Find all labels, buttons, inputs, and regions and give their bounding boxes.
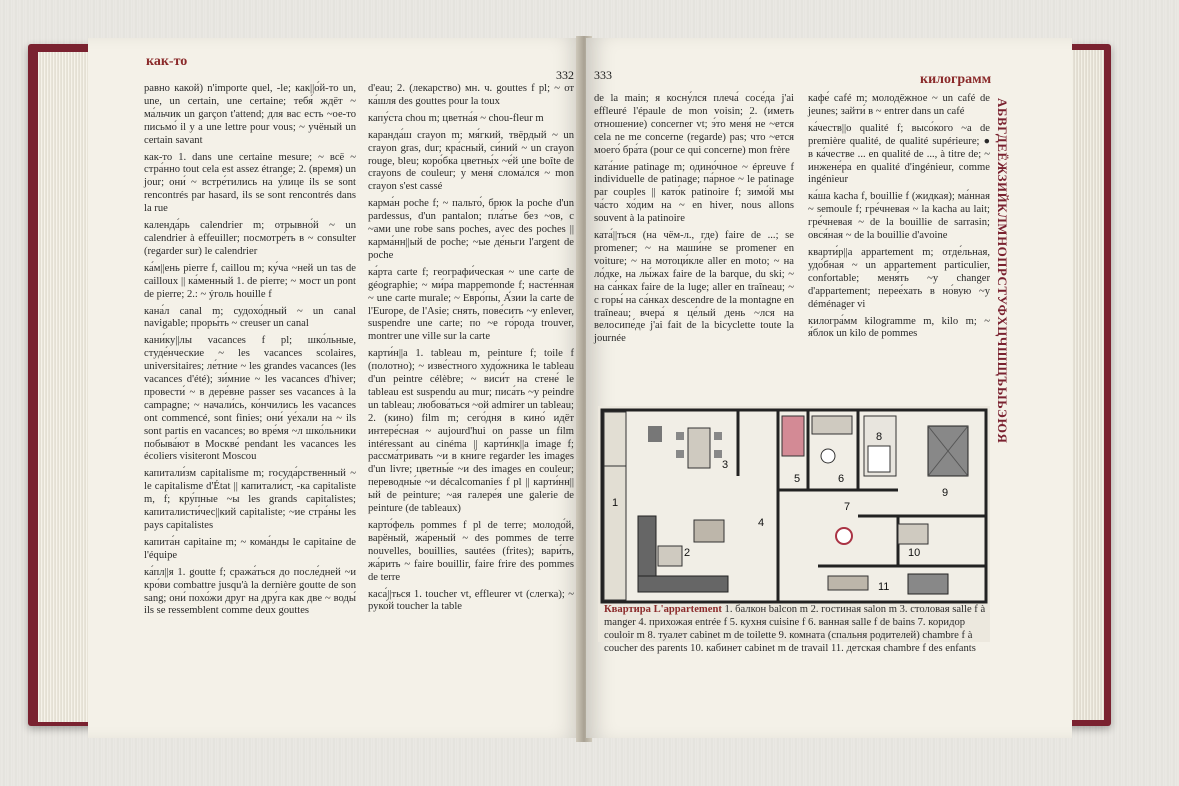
- entry: как-то 1. dans une certaine mesure; ~ всё ~ стра́нно tout cela est assez étrange; 2. (время) un jour; они́ ~ встре́тились на у́лице ils se sont rencontrés par hasard, ils se sont rencontrés dans la rue: [144, 151, 356, 215]
- entry: каранда́ш crayon m; мя́гкий, твёрдый ~ un crayon gras, dur; кра́сный, си́ний ~ un crayon rouge, bleu; коро́бка цветны́х ~е́й une boîte de crayons de couleur; у меня́ слома́лся ~ mon crayon s'est cassé: [368, 129, 574, 193]
- entry: карто́фель pommes f pl de terre; молодо́й, варёный, жа́реный ~ des pommes de terre nouvelles, bouillies, sautées (frites); вари́ть, жа́рить ~ faire bouillir, faire frire des pommes de terre: [368, 520, 574, 583]
- entry: равно какой) n'importe quel, -le; как||о́й-то un, une, un certain, une certaine; тебя́ ждёт ~ ма́льчик un garçon t'attend; для вас есть ~ое-то письмо́ il y a une lettre pour vous; ~ учёный un certain savant: [144, 83, 356, 146]
- running-header-right: килограмм: [920, 72, 992, 87]
- entry: килогра́мм kilogramme m, kilo m; ~ я́блок un kilo de pommes: [808, 315, 990, 340]
- entry: кана́л canal m; судохо́дный ~ un canal navigable; проры́ть ~ creuser un canal: [144, 305, 356, 330]
- page-number-right: 333: [594, 68, 612, 82]
- entry: кварти́р||а appartement m; отде́льная, удо́бная ~ un appartement particulier, confortable; меня́ть ~у changer d'appartement; перее́хать в но́вую ~у déménager vi: [808, 246, 990, 310]
- entry: ка́м||ень pierre f, caillou m; ку́ча ~ней un tas de cailloux || ка́менный 1. de pierre; ~ мост un pont de pierre; 2.: ~ ýголь houille f: [144, 262, 356, 300]
- entry: капита́н capitaine m; ~ кома́нды le capitaine de l'équipe: [144, 536, 356, 561]
- entry: кани́ку||лы vacances f pl; шко́льные, студе́нческие ~ les vacances scolaires, universitaires; ле́тние ~ les grandes vacances (les vacances d'été); зи́мние ~ les vacances d'hiver; провести́ ~ в дере́вне passer ses vacances à la campagne; ~ начали́сь, ко́нчились les vacances ont commencé, sont finies; они́ уе́хали на ~ ils sont partis en vacances; во вре́мя ~л шко́льники побыва́ют в Москве́ pendant les vacances les écoliers visiteront Moscou: [144, 335, 356, 463]
- entry: d'eau; 2. (лекарство) мн. ч. gouttes f pl; ~ от ка́шля des gouttes pour la toux: [368, 83, 574, 107]
- caption-title: Квартира L'appartement: [604, 604, 722, 615]
- room-number-1: 1: [612, 497, 619, 509]
- entry: карти́н||а 1. tableau m, peinture f; toile f (полотно); ~ изве́стного худо́жника le tableau d'un peintre célèbre; ~ виси́т на стене́ le tableau est suspendu au mur; писа́ть ~у peindre un tableau; любова́ться ~ой admirer un tableau; 2. (кино) film m; сего́дня в кино́ идёт интере́сная ~ aujourd'hui on passe un film intéressant au cinéma || карти́нк||а image f; рассма́тривать ~и в кни́ге regarder les images d'un livre; цветны́е ~и des images en couleur; переводны́е ~и décalcomanies f pl || карти́нн||ый de peinture; ~ая галере́я une galerie de peinture (de tableaux): [368, 348, 574, 515]
- entry: ка́ша kacha f, bouillie f (жидкая); ма́нная ~ semoule f; гре́чневая ~ la kacha au lait; гре́чневая ~ de la bouillie de sarrasin; овся́ная ~ de la bouillie d'avoine: [808, 191, 990, 242]
- room-number-6: 6: [838, 473, 845, 485]
- entry: каса́||ться 1. toucher vt, effleurer vt (слегка); ~ руко́й toucher la table: [368, 588, 574, 613]
- entry: ката́ние patinage m; одино́чное ~ épreuve f individuelle de patinage; па́рное ~ le patinage par couples || като́к patinoire f; зимо́й мы ча́сто хо́дим на ~ en hiver, nous allons souvent à la patinoire: [594, 161, 794, 225]
- room-number-9: 9: [942, 487, 949, 499]
- caption-text: 1. балкон balcon m 2. гостиная salon m 3. столовая salle f à manger 4. прихожая entrée f 5. кухня cuisine f 6. ванная salle f de bains 7. коридор couloir m 8. туалет cabinet m de toilette 9. комната (спальня родителей) chambre f à coucher des parents 10. кабинет cabinet m de travail 11. детская chambre f des enfants: [604, 604, 986, 654]
- floor-plan-caption: [604, 604, 990, 656]
- entry: de la main; я косну́лся плеча́ сосе́да j'ai effleuré l'épaule de mon voisin; 2. (иметь отношение) concerner vt; э́то меня́ не ~ется cela ne me concerne (regarde) pas; что ~ется моего́ бра́та (pour ce qui concerne) mon frère: [594, 93, 794, 156]
- column-1: [144, 83, 356, 622]
- entry: кафе́ café m; молодёжное ~ un café de jeunes; зайти́ в ~ entrer dans un café: [808, 93, 990, 117]
- column-3: [594, 93, 794, 350]
- room-number-5: 5: [794, 473, 801, 485]
- right-page: [586, 38, 1072, 738]
- entry: капитали́зм capitalisme m; госуда́рственный ~ le capitalisme d'État || капитали́ст, -ка capitaliste m, f; кру́пные ~ы les grands capitalistes; капиталисти́чес||кий capitaliste; ~ие стра́ны les pays capitalistes: [144, 468, 356, 531]
- room-number-11: 11: [878, 581, 890, 593]
- entry: ката́||ться (на чём-л., где) faire de ...; se promener; ~ на маши́не se promener en voiture; ~ на мотоци́кле aller en moto; ~ на ло́дке, на лы́жах faire de la barque, du ski; ~ на са́нках faire de la luge; aller en traîneau; ~ с горы́ на са́нках descendre de la montagne en traîneau; вчера́ я це́лый день ~лся на велосипе́де j'ai fait de la bicyclette toute la journée: [594, 230, 795, 345]
- entry: ка́рта carte f; географи́ческая ~ une carte de géographie; ~ ми́ра mappemonde f; насте́нная ~ une carte murale; ~ Евро́пы, А́зии la carte de l'Europe, de l'Asie; снять, пове́сить ~у enlever, suspendre une carte; по ~е го́рода trouver, montrer une ville sur la carte: [368, 266, 574, 343]
- page-edges-right: [1072, 50, 1104, 720]
- page-number-left: 332: [556, 68, 574, 82]
- entry: капу́ста chou m; цветна́я ~ chou-fleur m: [368, 112, 544, 124]
- room-number-3: 3: [722, 459, 729, 471]
- room-number-8: 8: [876, 431, 883, 443]
- column-4: [808, 93, 990, 345]
- alphabet-thumb-index: АБВГДЕЁЖЗИЙКЛМНОПРСТУФХЦЧШЩЪЫЬЭЮЯ: [995, 98, 1010, 444]
- entry: ка́честв||о qualité f; высо́кого ~а de première qualité, de qualité supérieure; ● в ка́честве ... en qualité de ..., à titre de; ~ инжене́ра en qualité d'ingénieur, comme ingénieur: [808, 122, 990, 186]
- left-page: [88, 38, 582, 738]
- entry: календа́рь calendrier m; отрывно́й ~ un calendrier à effeuiller; посмотре́ть в ~ consulter (regarder sur) le calendrier: [144, 220, 356, 257]
- room-number-2: 2: [684, 547, 691, 559]
- entry: ка́пл||я 1. goutte f; сража́ться до после́дней ~и кро́ви combattre jusqu'à la dernière goutte de son sang; они́ похо́жи друг на дру́га как две ~ воды́ ils se ressemblent comme deux gouttes: [144, 566, 356, 617]
- running-header-left: как-то: [146, 54, 188, 69]
- entry: карма́н poche f; ~ пальто́, брюк la poche d'un pardessus, d'un pantalon; пла́тье без ~ов, с ~ами une robe sans poches, avec des poches || карма́нн||ый de poche; ~ые де́ньги l'argent de poche: [368, 198, 574, 261]
- room-number-4: 4: [758, 517, 765, 529]
- room-number-7: 7: [844, 501, 851, 513]
- room-number-10: 10: [908, 547, 921, 559]
- column-2: [368, 83, 574, 618]
